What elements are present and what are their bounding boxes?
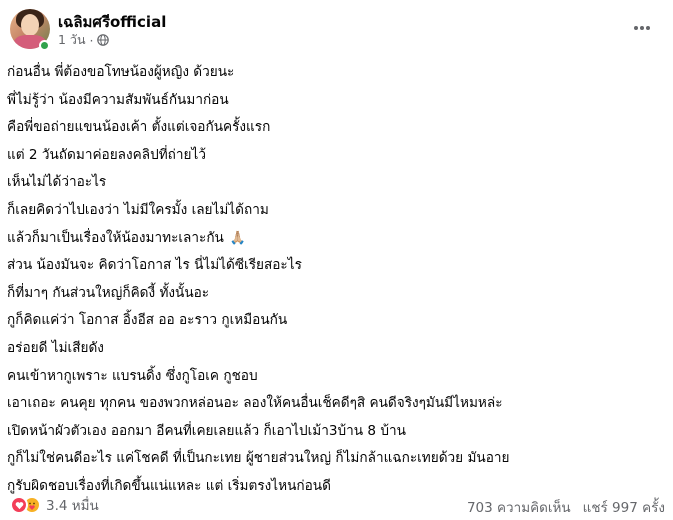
post-line-12: คนเข้าหากูเพราะ แบรนดิ้ง ซึ่งกูโอเค กูชอบ [7,367,258,384]
post-line-2: พี่ไม่รู้ว่า น้องมีความสัมพันธ์กันมาก่อน [7,91,229,108]
post-footer [0,490,673,520]
post-line-7 [7,225,647,253]
comments-count-link[interactable]: 703 ความคิดเห็น [466,500,571,516]
post-line-11: อร่อยดี ไม่เสียดัง [7,339,104,356]
post-line-13: เอาเถอะ คนคุย ทุกคน ของพวกหล่อนอะ ลองให้คนอื่นเช็คดีๆสิ คนดีจริงๆมันมีไหมหล่ะ [7,395,503,412]
post-line-1: ก่อนอื่น พี่ต้องขอโทษน้องผู้หญิง ด้วยนะ [7,64,235,80]
post-line-15: กูก็ไม่ใช่คนดีอะไร แค่โชคดี ที่เป็นกะเทย ผู้ชายส่วนใหญ่ ก็ไม่กล้าแฉกะเทยด้วย มันอาย [7,450,510,467]
post-line-8: ส่วน น้องมันจะ คิดว่าโอกาส ไร นี่ไม่ได้ซีเรียสอะไร [7,257,302,274]
reaction-summary[interactable] [10,494,99,516]
post-line-9: ก็ที่มาๆ กันส่วนใหญ่ก็คิดงี้ ทั้งนั้นอะ [7,284,210,301]
love-reaction-icon [10,496,28,514]
meta-separator: · [89,32,94,48]
reaction-count: 3.4 หมื่น [46,498,99,514]
more-options-button[interactable] [624,14,660,42]
post-header [0,0,673,56]
post-meta [58,32,109,48]
post-line-6: ก็เลยคิดว่าไปเองว่า ไม่มีใครมั้ง เลยไม่ได้ถาม [7,201,269,218]
post-line-4: แต่ 2 วันถัดมาค่อยลงคลิปที่ถ่ายไว้ [7,146,206,163]
post-line-10: กูก็คิดแค่ว่า โอกาส อิ้งอีส ออ อะราว กูเหมือนกัน [7,312,288,329]
praying-hands-icon: 🙏🏼 [229,230,247,246]
more-horizontal-icon [632,25,652,31]
avatar-face [21,14,39,36]
post-line-16: กูรับผิดชอบเรื่องที่เกิดขึ้นแน่แหละ แต่ เริ่มตรงไหนก่อนดี [7,477,331,494]
engagement-stats [467,496,665,518]
post-body [7,59,647,501]
author-name[interactable]: เฉลิมศรีofficial [58,13,167,31]
globe-icon[interactable] [97,34,109,46]
post-line-3: คือพี่ขอถ่ายแขนน้องเค้า ตั้งแต่เจอกันครั้งแรก [7,119,271,136]
online-status-dot [39,40,50,51]
post-line-7-text: แล้วก็มาเป็นเรื่องให้น้องมาทะเลาะกัน [7,229,224,246]
post-line-5: เห็นไม่ได้ว่าอะไร [7,174,107,191]
post-line-14: เปิดหน้าผัวตัวเอง ออกมา อีคนที่เคยเลยแล้ว ก็เอาไปเม้า3บ้าน 8 บ้าน [7,422,406,439]
post-time[interactable]: 1 วัน [58,32,86,47]
stats-gap [571,496,583,518]
shares-count-link[interactable]: แชร์ 997 ครั้ง [582,500,665,516]
